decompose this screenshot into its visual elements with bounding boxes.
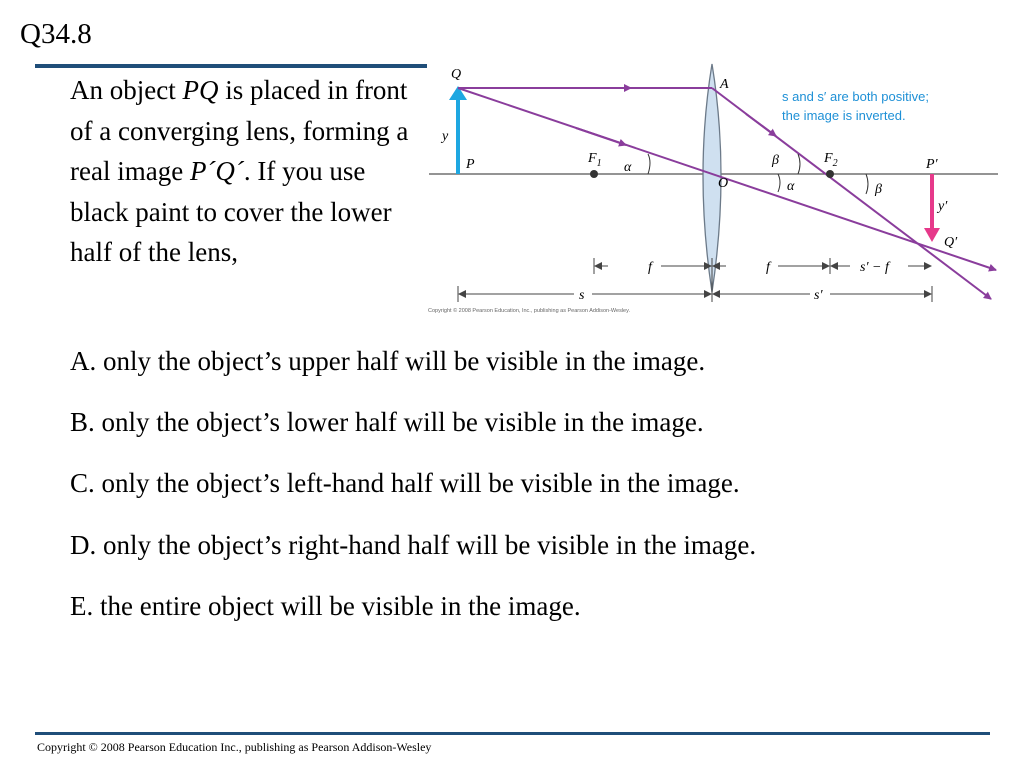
label-f2-letter: F (824, 151, 833, 166)
question-text (70, 70, 415, 273)
diagram-note-line-2: the image is inverted. (782, 108, 906, 123)
answer-options (70, 340, 1010, 646)
label-p: P (466, 157, 475, 172)
focal-point-f2 (826, 170, 834, 178)
label-s: s (579, 288, 585, 303)
beta-arc-right (866, 174, 868, 194)
label-y: y (442, 129, 449, 144)
option-c[interactable]: C. only the object’s left-hand half will be visible in the image. (70, 468, 740, 499)
footer-copyright: Copyright © 2008 Pearson Education Inc., publishing as Pearson Addison-Wesley (37, 740, 432, 754)
label-alpha-left: α (624, 160, 632, 175)
label-s-prime-minus-f: s′ − f (860, 260, 889, 275)
label-s-prime: s′ (814, 288, 823, 303)
object-name: PQ (182, 75, 219, 105)
focal-point-f1 (590, 170, 598, 178)
label-y-prime: y′ (938, 199, 948, 214)
label-f1-subscript: 1 (596, 158, 602, 169)
lens-ray-diagram (426, 56, 1006, 318)
ray-refracted-arrow (746, 114, 776, 136)
label-o: O (718, 176, 729, 191)
label-f2-subscript: 2 (832, 158, 838, 169)
option-a[interactable]: A. only the object’s upper half will be visible in the image. (70, 346, 706, 376)
label-q: Q (451, 67, 462, 82)
slide-title: Q34.8 (20, 18, 92, 50)
label-f2 (823, 151, 838, 169)
footer-rule (35, 732, 990, 735)
label-beta-left: β (772, 153, 779, 168)
title-underline (35, 64, 427, 68)
image-arrow-head (924, 228, 940, 242)
option-d[interactable]: D. only the object’s right-hand half will be visible in the image. (70, 529, 757, 560)
option-e[interactable]: E. the entire object will be visible in the image. (70, 590, 581, 621)
diagram-note-line-1: s and s′ are both positive; (782, 89, 929, 104)
label-f-left: f (648, 260, 652, 275)
alpha-arc-right (778, 174, 780, 192)
beta-arc-left (798, 154, 800, 174)
label-f-right: f (766, 260, 770, 275)
label-f1-letter: F (588, 151, 597, 166)
option-b[interactable]: B. only the object’s lower half will be visible in the image. (70, 407, 704, 438)
question-part-3: . If you use black paint to cover the lower half of the lens, (70, 156, 392, 267)
question-part-1: An object (70, 75, 183, 105)
image-name: P´Q´ (189, 156, 244, 186)
label-f1 (587, 151, 602, 169)
label-p-prime: P′ (926, 157, 938, 172)
label-a: A (720, 77, 729, 92)
diagram-credit: Copyright © 2008 Pearson Education, Inc., publishing as Pearson Addison-Wesley. (428, 308, 630, 314)
label-alpha-right: α (787, 179, 795, 194)
label-beta-right: β (875, 182, 882, 197)
alpha-arc-left (648, 154, 650, 174)
question-part-2: is placed in front of a converging lens, forming a real image (70, 75, 409, 186)
label-q-prime: Q′ (944, 235, 958, 250)
ray-center-arrow (576, 128, 626, 145)
